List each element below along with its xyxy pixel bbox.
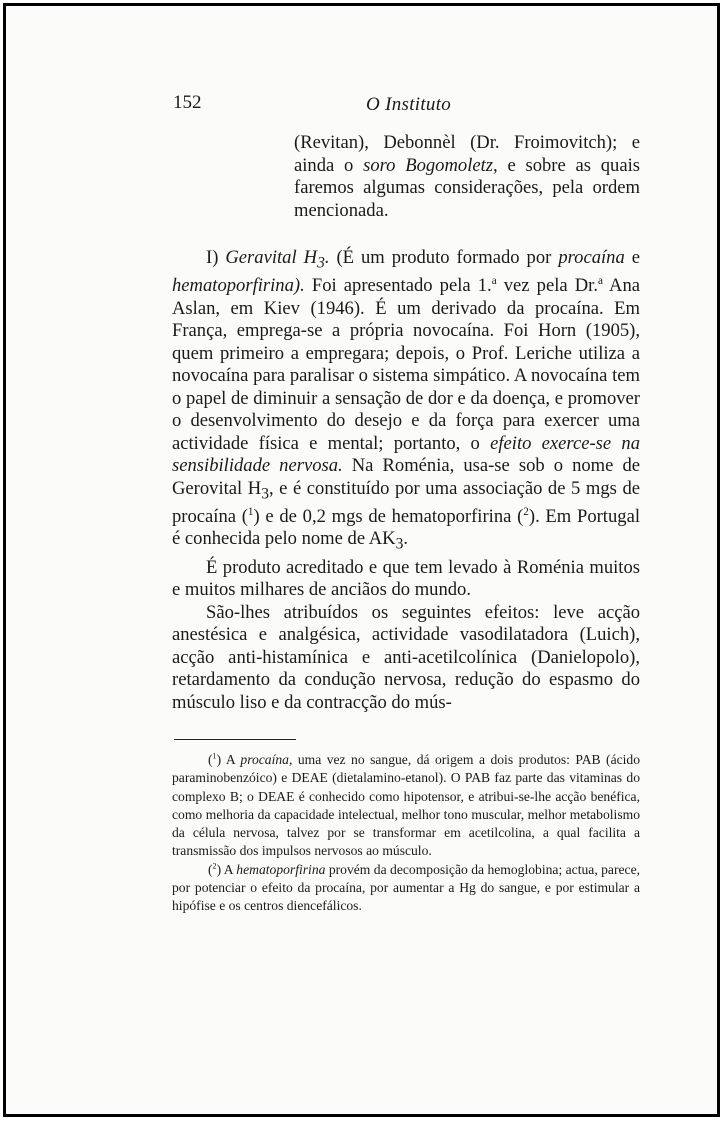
accredited-paragraph: É produto acreditado e que tem levado à Roménia muitos e muitos milhares de anciãos do mundo. [172, 556, 640, 601]
soro-term: soro Bogomoletz, [363, 154, 498, 176]
geravital-paragraph: I) Geravital $H_3$. (É um produto formado por procaína e hematoporfirina). Foi apresentado pela 1.$^a$ vez pela Dr.$^a$ Ana Aslan, em Kiev (1946). É um derivado da procaína. Em França, emprega-se a própria novocaína. Foi Horn (1905), quem primeiro a empregara; depois, o Prof. Leriche utiliza a novocaína para paralisar o sistema simpático. A novocaína tem o papel de diminuir a sensação de dor e da doença, e promover o desenvolvimento do desejo e da força para exercer uma actividade física e mental; portanto, o efeito exerce-se na sensibilidade nervosa. Na Roménia, usa-se sob o nome de Gerovital $H_3$, e é constituído por uma associação de 5 mgs de procaína ($^1$) e de 0,2 mgs de hematoporfirina ($^2$). Em Portugal é conhecida pelo nome de $AK_3$. [172, 247, 641, 554]
footnote-1: ($^1$) A procaína, uma vez no sangue, dá origem a dois produtos: PAB (ácido paraminobenzóico) e DEAE (dietalamino-etanol). O PAB faz parte das vitaminas do complexo B; o DEAE é conhecido como hipotensor, e atribui-se-lhe acção benéfica, como melhoria da capacidade intelectual, melhor tono muscular, melhor metabolismo da célula nervosa, talvez por se transformar em acetilcolina, a qual facilita a transmissão dos impulsos nervosos ao músculo. [172, 751, 641, 859]
book-page [3, 3, 720, 1117]
page-number: 152 [173, 92, 202, 113]
running-title: O Instituto [366, 94, 452, 115]
intro-paragraph [294, 132, 640, 222]
footnote-ref-2[interactable]: 2 [523, 505, 529, 518]
geravital-title: Geravital $H_3$. [225, 247, 330, 272]
page-header [173, 92, 638, 122]
footnote-2: ($^2$) A hematoporfirina provém da decomposição da hemoglobina; actua, parece, por potenciar o efeito da procaína, por aumentar a Hg do sangue, e por estimular a hipófise e os centros diencefálicos. [172, 861, 640, 914]
main-text [172, 247, 640, 714]
footnote-divider [174, 739, 296, 740]
effects-paragraph: São-lhes atribuídos os seguintes efeitos: leve acção anestésica e analgésica, actividade vasodilatadora (Luich), acção anti-histamínica e anti-acetilcolínica (Danielopolo), retardamento da condução nervosa, redução do espasmo do músculo liso e da contracção do mús- [172, 601, 640, 713]
intro-text: (Revitan), Debonnèl (Dr. Froimovitch); e ainda o soro Bogomoletz, e sobre as quais faremos algumas considerações, pela ordem mencionada. [294, 132, 641, 221]
footnote-ref-1[interactable]: 1 [247, 505, 254, 518]
footnotes [172, 751, 640, 916]
